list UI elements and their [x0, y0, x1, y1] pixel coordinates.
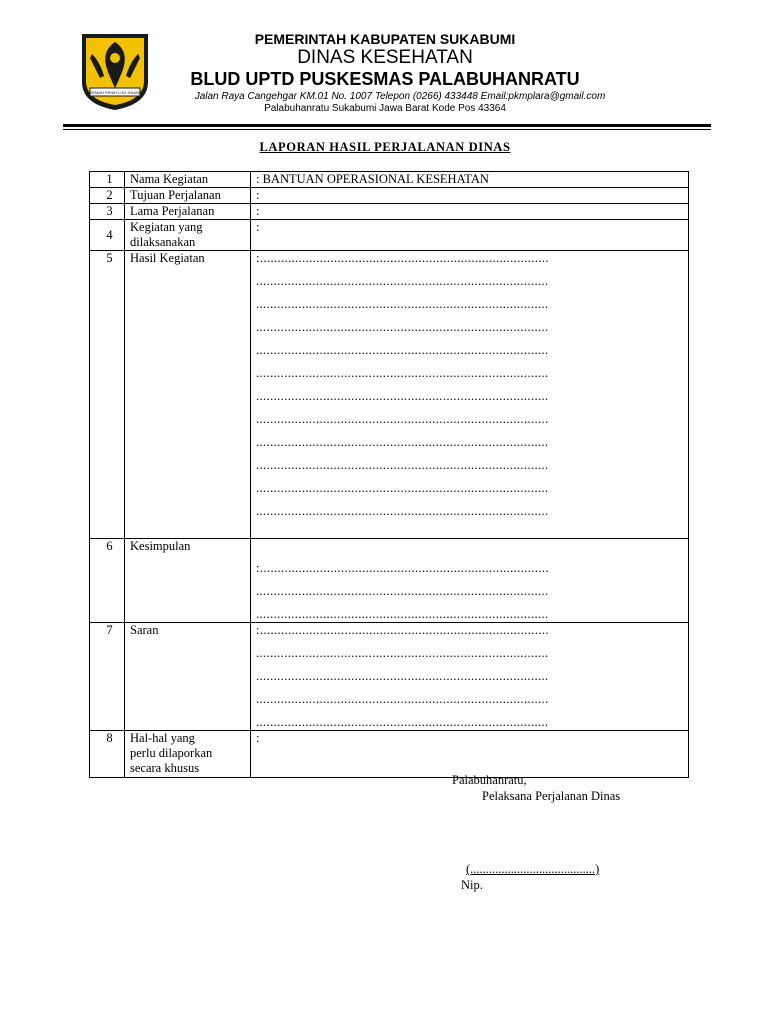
- results-field[interactable]: [251, 251, 689, 539]
- header-city: Palabuhanratu Sukabumi Jawa Barat Kode Pos 43364: [264, 103, 506, 114]
- report-table: [89, 171, 689, 778]
- header-address: Jalan Raya Cangehgar KM.01 No. 1007 Telepon (0266) 433448 Email:pkmplara@gmail.com: [194, 91, 606, 102]
- row-number: 1: [90, 172, 125, 188]
- dotted-line: ...................................................................................: [256, 669, 549, 683]
- special-notes-field[interactable]: :: [251, 731, 689, 778]
- dotted-line: ...................................................................................: [256, 607, 549, 621]
- row-label: [125, 220, 251, 251]
- dotted-line: ...................................................................................: [256, 646, 549, 660]
- dotted-line: ...................................................................................: [256, 297, 549, 311]
- row-label: Nama Kegiatan: [125, 172, 251, 188]
- duration-field[interactable]: :: [251, 204, 689, 220]
- row-label-line: Hal-hal yang: [130, 731, 195, 745]
- header-rule-thick: [63, 124, 711, 127]
- table-row: [90, 731, 689, 778]
- dotted-line: ...................................................................................: [256, 458, 549, 472]
- table-row: [90, 188, 689, 204]
- dotted-line: ...................................................................................: [256, 584, 549, 598]
- dotted-line: ...................................................................................: [256, 366, 549, 380]
- row-label: Lama Perjalanan: [125, 204, 251, 220]
- logo-motto: GEMAH RIPAH LOH JINAWI: [89, 90, 141, 95]
- row-number: 8: [90, 731, 125, 778]
- signature-place: Palabuhanratu,: [452, 773, 527, 787]
- row-label: Kesimpulan: [125, 539, 251, 623]
- activities-field[interactable]: :: [251, 220, 689, 251]
- row-label-line: secara khusus: [130, 761, 200, 775]
- row-label-line: dilaksanakan: [130, 235, 196, 249]
- suggestion-field[interactable]: [251, 623, 689, 731]
- row-label: Saran: [125, 623, 251, 731]
- row-label-line: perlu dilaporkan: [130, 746, 213, 760]
- row-label-line: Kegiatan yang: [130, 220, 203, 234]
- row-number: 5: [90, 251, 125, 539]
- dotted-line: ...................................................................................: [256, 389, 549, 403]
- row-label: [125, 731, 251, 778]
- dotted-line: ...................................................................................: [256, 504, 549, 518]
- row-label: Tujuan Perjalanan: [125, 188, 251, 204]
- dotted-line: ...................................................................................: [256, 320, 549, 334]
- row-number: 7: [90, 623, 125, 731]
- dotted-line: ...................................................................................: [256, 481, 549, 495]
- dotted-line: ...................................................................................: [256, 343, 549, 357]
- table-row: [90, 539, 689, 623]
- dotted-line: ...................................................................................: [256, 435, 549, 449]
- header-department: DINAS KESEHATAN: [297, 47, 473, 68]
- destination-field[interactable]: :: [251, 188, 689, 204]
- header-rule-thin: [63, 129, 711, 130]
- table-row: [90, 623, 689, 731]
- dotted-line: :..................................................................................: [256, 561, 549, 575]
- row-number: 6: [90, 539, 125, 623]
- dotted-line: ...................................................................................: [256, 274, 549, 288]
- table-row: [90, 220, 689, 251]
- table-row: [90, 204, 689, 220]
- header-institution: BLUD UPTD PUSKESMAS PALABUHANRATU: [190, 69, 580, 89]
- table-row: [90, 251, 689, 539]
- signature-role: Pelaksana Perjalanan Dinas: [482, 789, 621, 803]
- dotted-line: ...................................................................................: [256, 692, 549, 706]
- row-label: Hasil Kegiatan: [125, 251, 251, 539]
- header-government: PEMERINTAH KABUPATEN SUKABUMI: [254, 31, 516, 47]
- activity-name-field[interactable]: : BANTUAN OPERASIONAL KESEHATAN: [251, 172, 689, 188]
- conclusion-field[interactable]: [251, 539, 689, 623]
- row-number: 4: [90, 220, 125, 251]
- document-title: LAPORAN HASIL PERJALANAN DINAS: [259, 140, 511, 154]
- dotted-line: :..................................................................................: [256, 623, 549, 637]
- signature-nip: Nip.: [461, 878, 483, 892]
- table-row: [90, 172, 689, 188]
- row-number: 2: [90, 188, 125, 204]
- dotted-line: :..................................................................................: [256, 251, 549, 265]
- row-number: 3: [90, 204, 125, 220]
- signature-name-field[interactable]: (........................................): [466, 862, 600, 876]
- dotted-line: ...................................................................................: [256, 412, 549, 426]
- dotted-line: ...................................................................................: [256, 715, 549, 729]
